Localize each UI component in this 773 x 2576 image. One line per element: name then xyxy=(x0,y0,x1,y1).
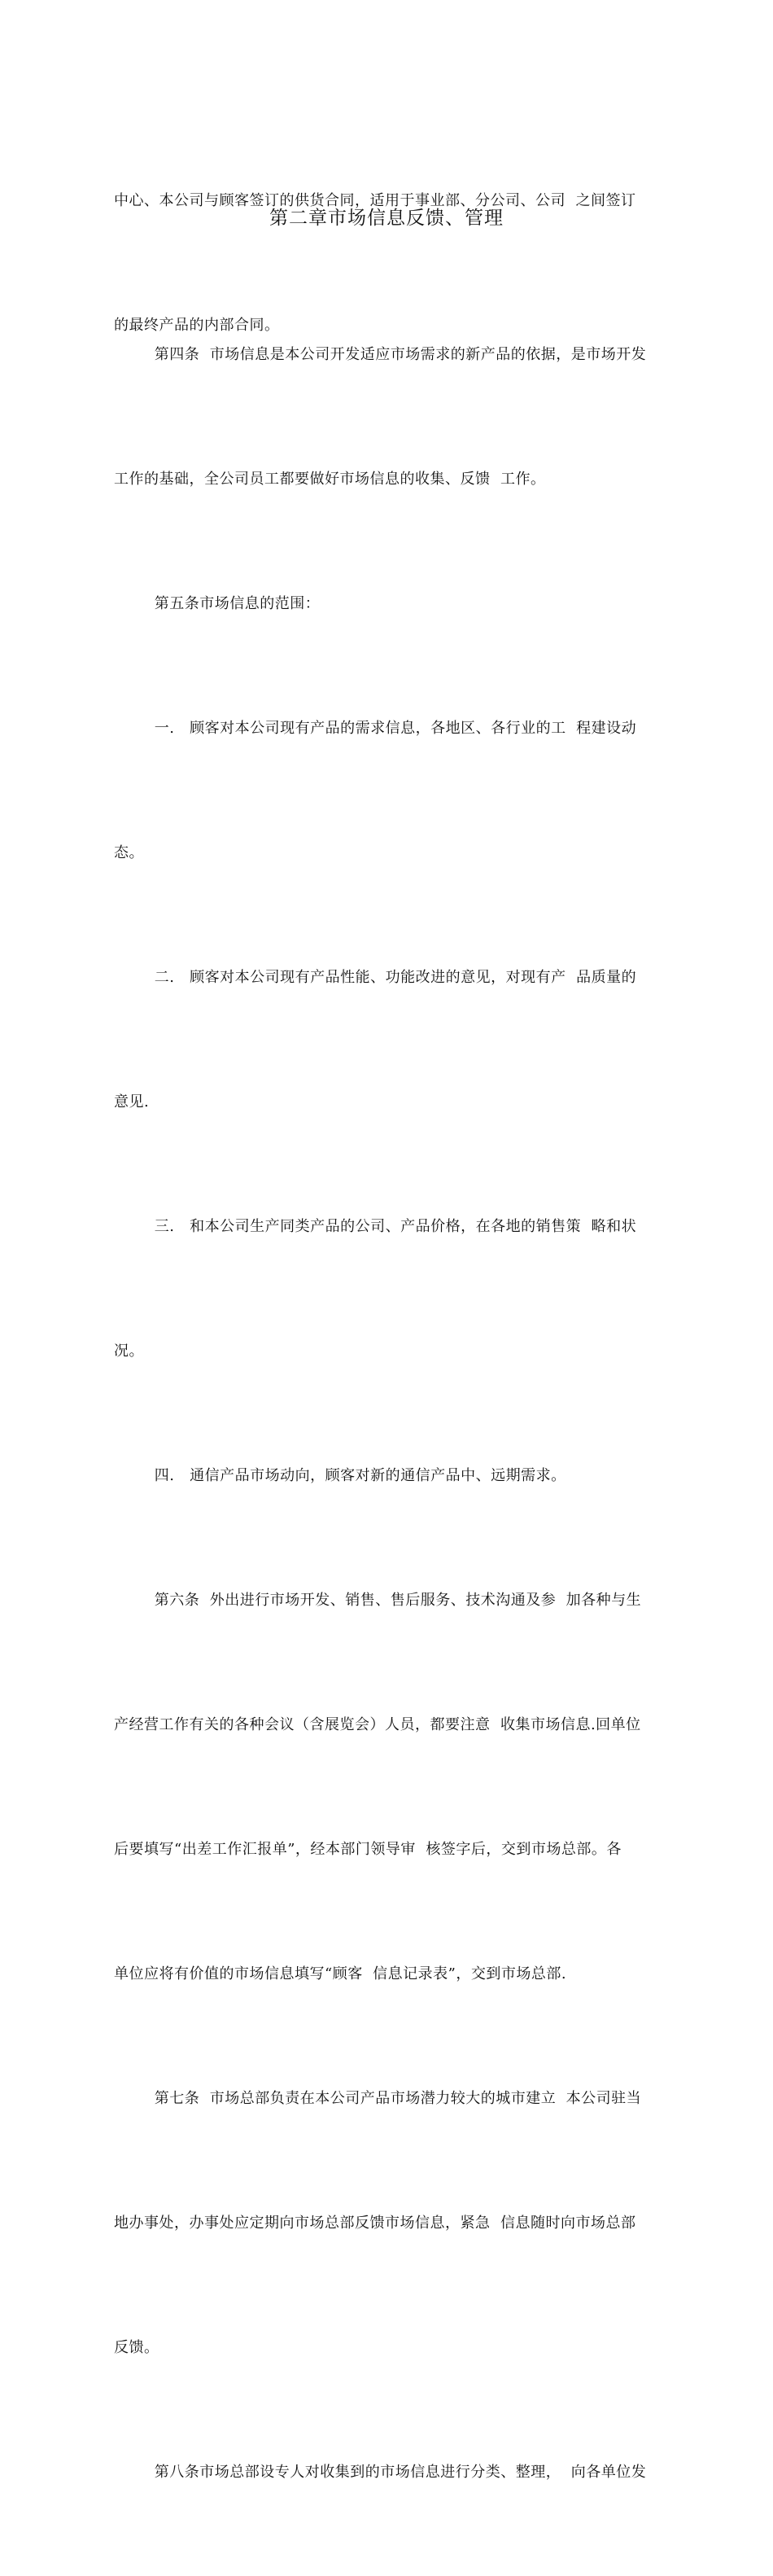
item-3-line-1: 三. 和本公司生产同类产品的公司、产品价格，在各地的销售策 略和状 xyxy=(114,1218,637,1235)
item-3-line-2: 况。 xyxy=(114,1343,144,1360)
article-4-line-2: 工作的基础，全公司员工都要做好市场信息的收集、反馈 工作。 xyxy=(114,471,546,488)
item-4-line-1: 四. 通信产品市场动向，顾客对新的通信产品中、远期需求。 xyxy=(114,1467,566,1484)
article-6-line-1: 第六条 外出进行市场开发、销售、售后服务、技术沟通及参 加各种与生 xyxy=(114,1592,642,1609)
chapter-title: 第二章市场信息反馈、管理 xyxy=(269,208,504,229)
body-text xyxy=(114,251,664,2576)
article-5-heading: 第五条市场信息的范围： xyxy=(114,595,321,612)
item-2-line-2: 意见. xyxy=(114,1093,150,1111)
article-6-line-3: 后要填写“出差工作汇报单”，经本部门领导审 核签字后，交到市场总部。各 xyxy=(114,1841,622,1858)
intro-line-2: 的最终产品的内部合同。 xyxy=(114,317,280,334)
item-2-line-1: 二. 顾客对本公司现有产品性能、功能改进的意见，对现有产 品质量的 xyxy=(114,969,637,986)
intro-line-1: 中心、本公司与顾客签订的供货合同，适用于事业部、分公司、公司 之间签订 xyxy=(114,192,636,209)
article-6-line-2: 产经营工作有关的各种会议（含展览会）人员，都要注意 收集市场信息.回单位 xyxy=(114,1716,641,1733)
item-1-line-2: 态。 xyxy=(114,844,144,861)
article-7-line-1: 第七条 市场总部负责在本公司产品市场潜力较大的城市建立 本公司驻当 xyxy=(114,2090,642,2107)
article-4-line-1: 第四条 市场信息是本公司开发适应市场需求的新产品的依据，是市场开发 xyxy=(114,346,647,363)
article-7-line-3: 反馈。 xyxy=(114,2339,159,2356)
item-1-line-1: 一. 顾客对本公司现有产品的需求信息，各地区、各行业的工 程建设动 xyxy=(114,720,637,737)
article-7-line-2: 地办事处，办事处应定期向市场总部反馈市场信息，紧急 信息随时向市场总部 xyxy=(114,2215,636,2232)
article-6-line-4: 单位应将有价值的市场信息填写“顾客 信息记录表”，交到市场总部. xyxy=(114,1965,567,1982)
article-8-line-1: 第八条市场总部设专人对收集到的市场信息进行分类、整理， 向各单位发 xyxy=(114,2464,647,2481)
